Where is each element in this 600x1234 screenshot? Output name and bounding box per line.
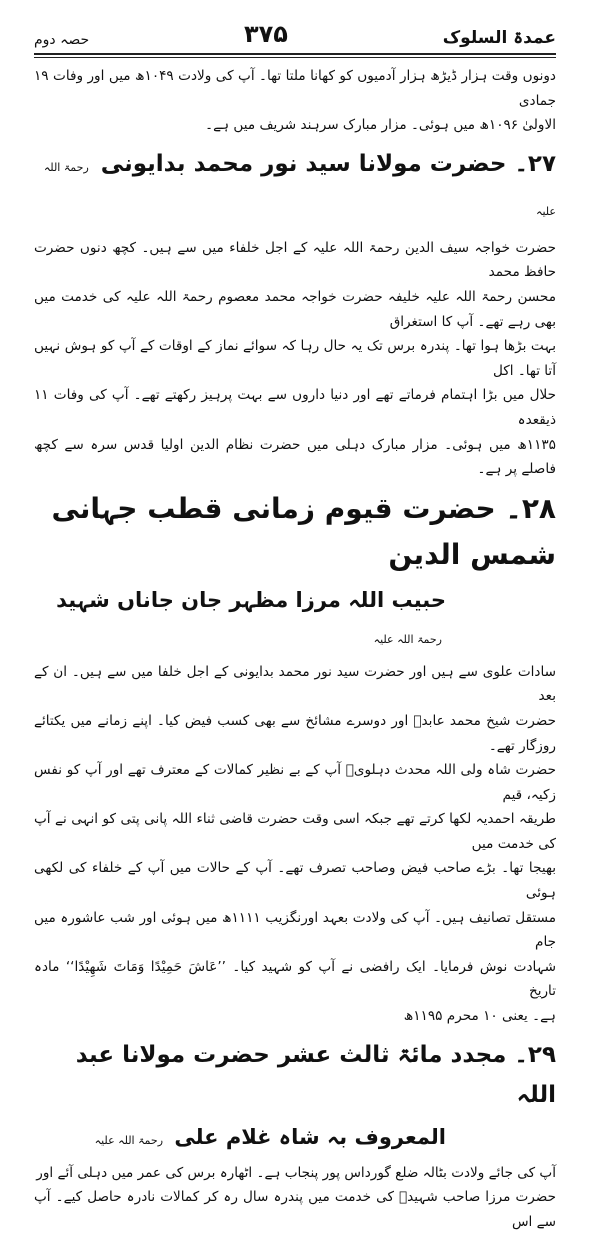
section-27-title: ۲۷۔ حضرت مولانا سید نور محمد بدایونی bbox=[100, 150, 556, 177]
intro-line: الاولیٰ ۱۰۹۶ھ میں ہوئی۔ مزار مبارک سرہند شریف میں ہے۔ bbox=[205, 117, 556, 134]
section-28-line: مستقل تصانیف ہیں۔ آپ کی ولادت بعہد اورنگزیب ۱۱۱۱ھ میں ہوئی اور شب عاشورہ میں جام bbox=[34, 909, 556, 951]
section-28-subtitle: حبیب اللہ مرزا مظہر جان جاناں شہید bbox=[56, 587, 446, 612]
section-28-line: ہے۔ یعنی ۱۰ محرم ۱۱۹۵ھ bbox=[403, 1008, 556, 1025]
section-28-heading: ۲۸۔ حضرت قیوم زمانی قطب جہانی شمس الدین bbox=[51, 491, 556, 571]
page-number: ۳۷۵ bbox=[243, 20, 288, 48]
section-28-line: شہادت نوش فرمایا۔ ایک رافضی نے آپ کو شہید کیا۔ ’’عَاشَ حَمِیْدًا وَمَاتَ شَهِیْدًا‘‘ مادہ تاریخ bbox=[34, 958, 556, 1000]
page-body bbox=[34, 58, 556, 1234]
header-rule bbox=[34, 53, 556, 55]
section-27-line: بہت بڑھا ہوا تھا۔ پندرہ برس تک یہ حال رہا کہ سوائے نماز کے اوقات کے آپ کو ہوش نہیں آتا تھا۔ اکل bbox=[34, 338, 556, 379]
section-28-honorific: رحمۃ اللہ علیہ bbox=[373, 632, 442, 646]
section-27-line: محسن رحمۃ اللہ علیہ خلیفہ حضرت خواجہ محمد معصوم رحمۃ اللہ علیہ کی خدمت میں بھی رہے تھے۔ آپ کا استغراق bbox=[34, 288, 556, 330]
section-29-subtitle: المعروف بہ شاہ غلام علی bbox=[174, 1124, 446, 1149]
section-27-line: حلال میں بڑا اہتمام فرماتے تھے اور دنیا داروں سے بہت پرہیز رکھتے تھے۔ آپ کی وفات ۱۱ ذیقعدہ bbox=[34, 387, 556, 428]
page-header bbox=[34, 0, 556, 52]
section-28-line: حضرت شیخ محمد عابدؒ اور دوسرے مشائخ سے بھی کسب فیض کیا۔ اپنے زمانے میں یکتائے روزگار تھے۔ bbox=[34, 712, 556, 754]
section-27-honorific: رحمۃ اللہ علیہ bbox=[43, 160, 556, 218]
section-28-line: سادات علوی سے ہیں اور حضرت سید نور محمد بدایونی کے اجل خلفا میں سے ہیں۔ ان کے بعد bbox=[34, 663, 556, 705]
volume-part: حصہ دوم bbox=[34, 32, 90, 48]
section-29-honorific: رحمۃ اللہ علیہ bbox=[94, 1133, 164, 1147]
section-29-subheading bbox=[34, 1119, 556, 1159]
intro-line: دونوں وقت ہزار ڈیڑھ ہزار آدمیوں کو کھانا ملتا تھا۔ آپ کی ولادت ۱۰۴۹ھ میں اور وفات ۱۹ جمادی bbox=[34, 68, 556, 109]
section-28-line: طریقہ احمدیہ لکھا کرتے تھے جبکہ اسی وقت حضرت قاضی ثناء اللہ پانی پتی کو انہی نے آپ کی خدمت میں bbox=[34, 811, 556, 852]
section-27-line: حضرت خواجہ سیف الدین رحمۃ اللہ علیہ کے اجل خلفاء میں سے ہیں۔ کچھ دنوں حضرت حافظ محمد bbox=[34, 239, 556, 281]
section-27-heading bbox=[34, 144, 556, 232]
section-27-line: ۱۱۳۵ھ میں ہوئی۔ مزار مبارک دہلی میں حضرت نظام الدین اولیا قدس سرہ سے کچھ فاصلے پر ہے۔ bbox=[34, 436, 556, 478]
section-28-line: بھیجا تھا۔ بڑے صاحب فیض وصاحب تصرف تھے۔ آپ کے حالات میں آپ کے خلفاء کی لکھی ہوئی bbox=[34, 860, 556, 902]
book-title: عمدۃ السلوک bbox=[442, 28, 556, 48]
section-28-line: حضرت شاہ ولی اللہ محدث دہلویؒ آپ کے بے نظیر کمالات کے معترف تھے اور آپ کو نفس زکیہ، قیم bbox=[34, 762, 556, 803]
section-28-subheading bbox=[34, 582, 556, 658]
section-29-heading: ۲۹۔ مجدد مائۃ ثالث عشر حضرت مولانا عبد اللہ bbox=[75, 1041, 556, 1108]
section-29-line: حضرت مرزا صاحب شہیدؒ کی خدمت میں پندرہ سال رہ کر کمالات نادرہ حاصل کیے۔ آپ سے اس bbox=[34, 1189, 556, 1230]
section-29-line: آپ کی جائے ولادت بٹالہ ضلع گورداس پور پنجاب ہے۔ اٹھارہ برس کی عمر میں دہلی آئے اور bbox=[36, 1164, 556, 1181]
